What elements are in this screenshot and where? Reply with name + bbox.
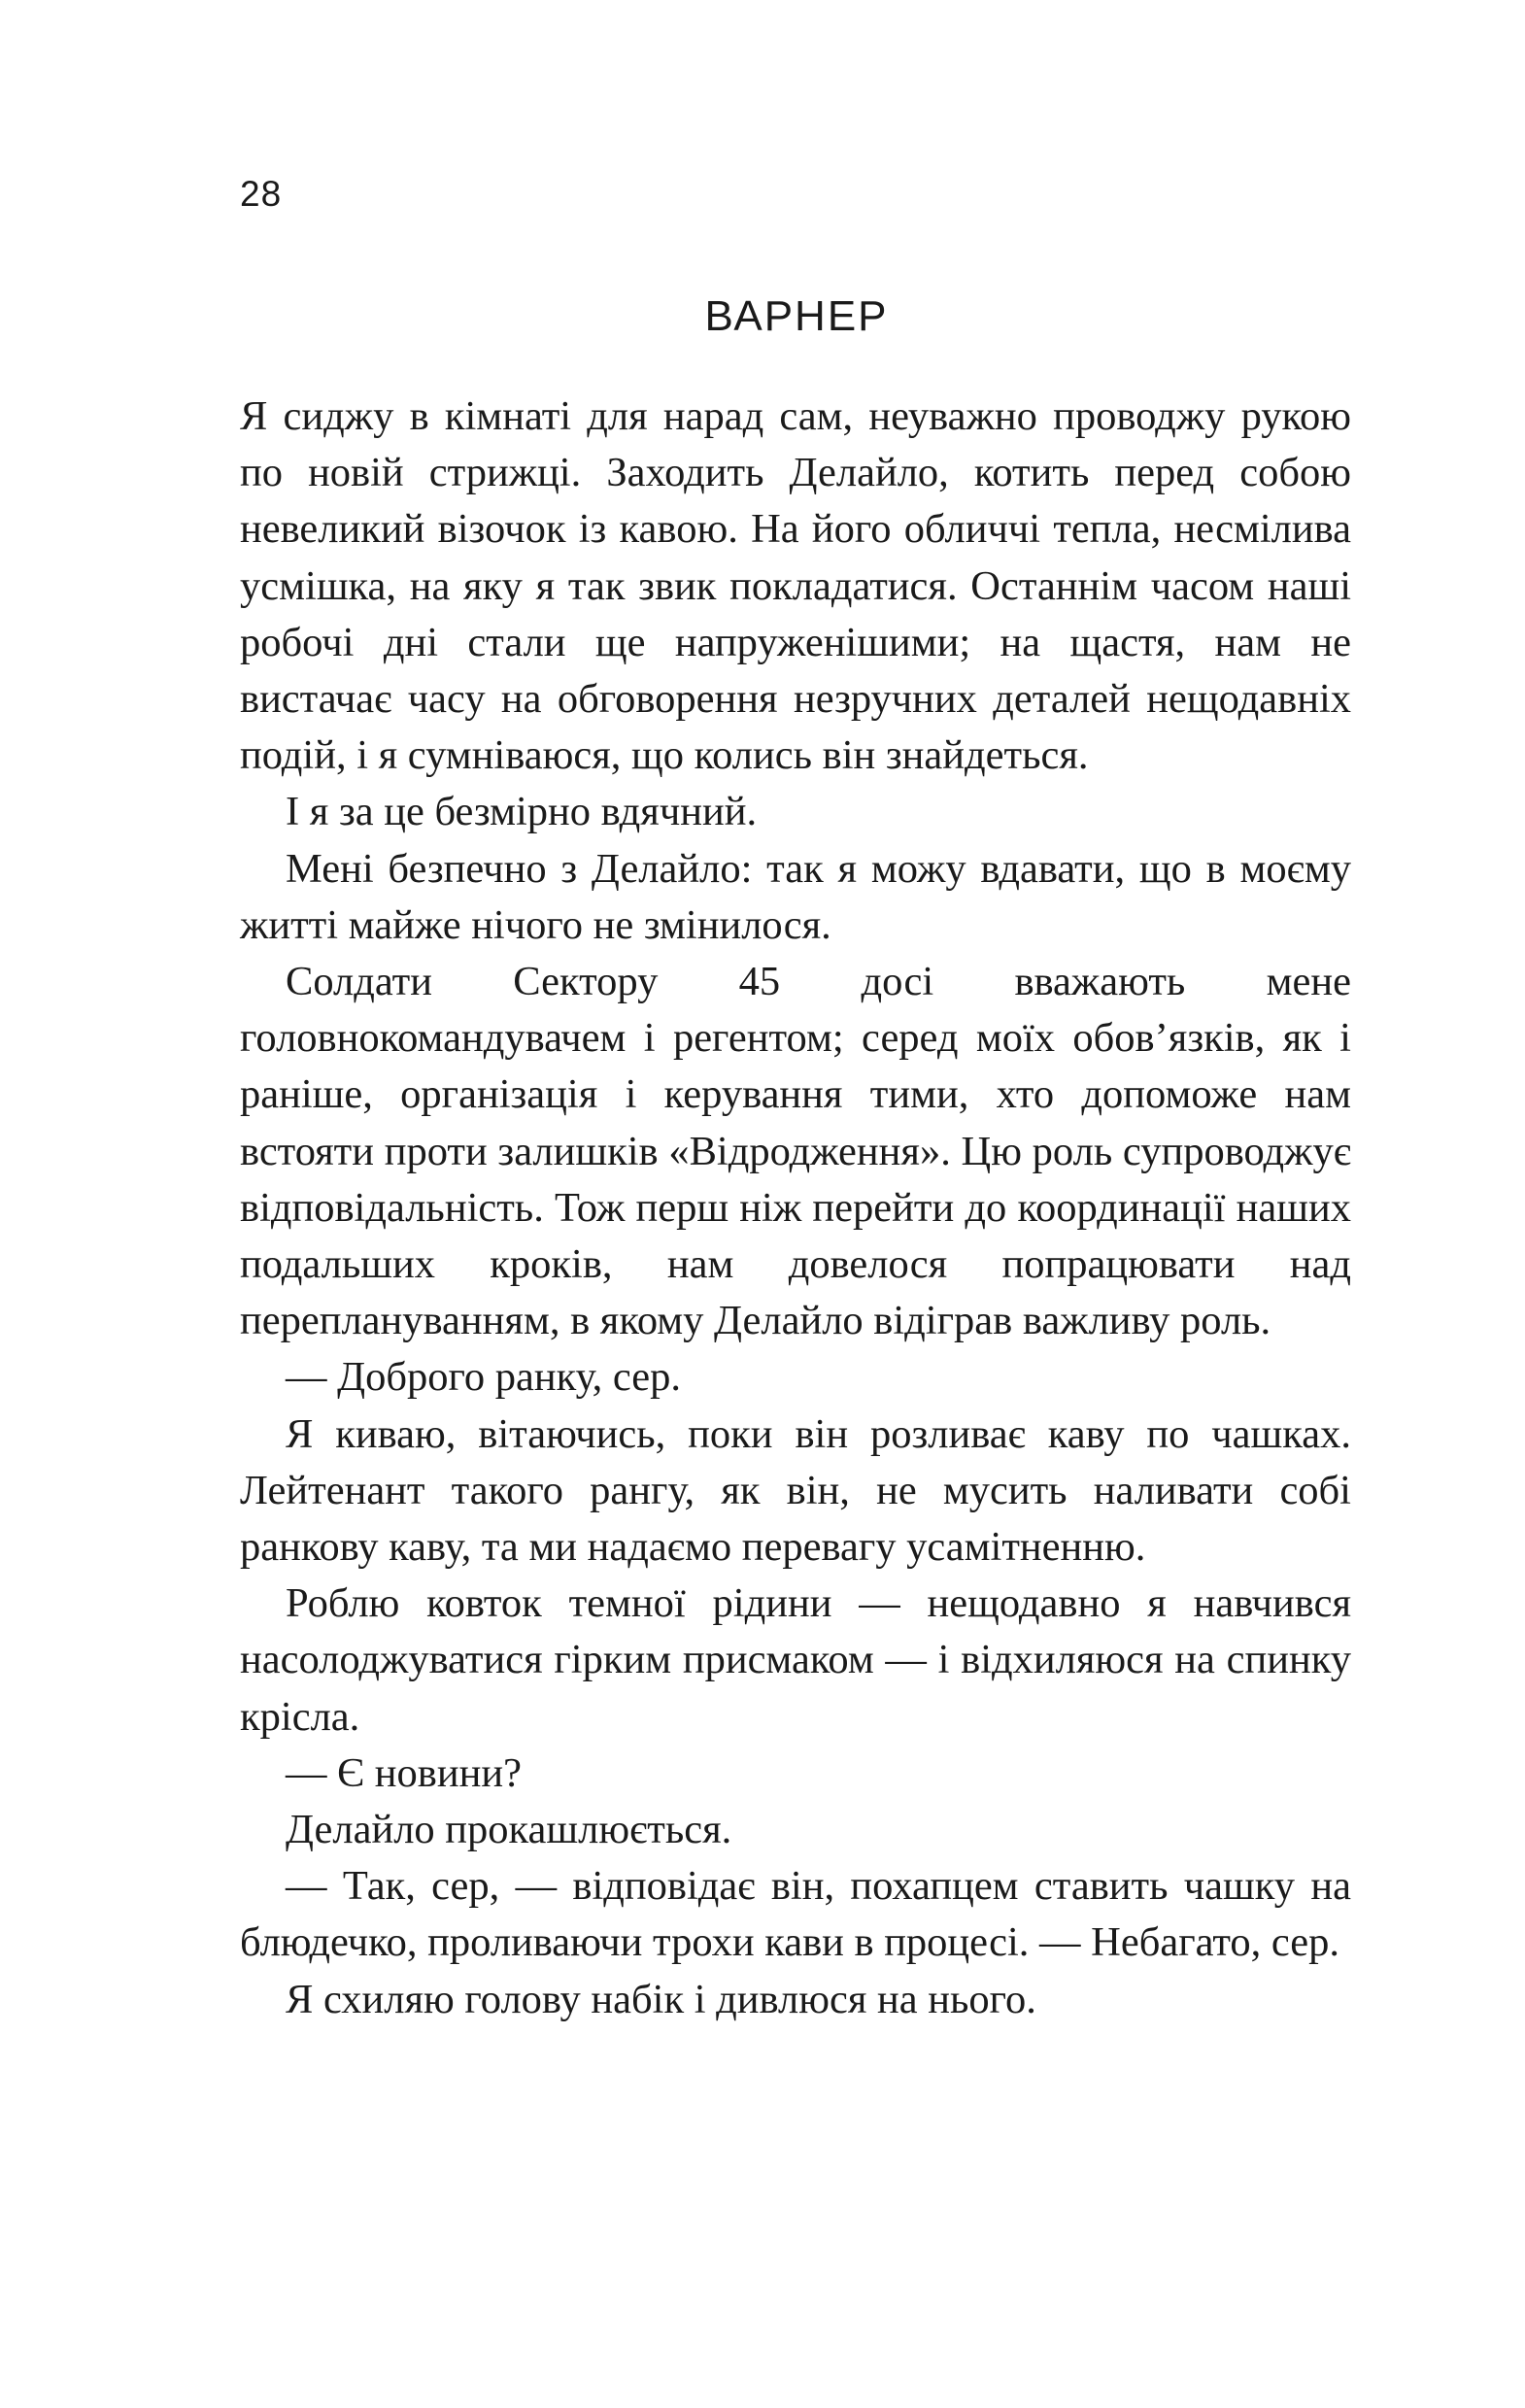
body-text [240,389,1351,2028]
paragraph: Я киваю, вітаючись, поки він розливає каву по чашках. Лейтенант такого рангу, як він, не мусить наливати собі ранкову каву, та ми надаємо перевагу усамітненню. [240,1410,1351,1571]
paragraph: Солдати Сектору 45 досі вважають мене головнокомандувачем і регентом; серед моїх обов’язків, як і раніше, організація і керування тими, хто допоможе нам встояти проти залишків «Відродження». Цю роль супроводжує відповідальність. Тож перш ніж перейти до координації наших подальших кроків, нам довелося попрацювати над переплануванням, в якому Делайло відіграв важливу роль. [240,959,1351,1344]
dialogue-line: — Так, сер, — відповідає він, похапцем ставить чашку на блюдечко, проливаючи трохи кави в процесі. — Небагато, сер. [240,1863,1351,1966]
paragraph: Я сиджу в кімнаті для нарад сам, неуважно проводжу рукою по новій стрижці. Заходить Делайло, котить перед собою невеликий візочок із кавою. На його обличчі тепла, несмілива усмішка, на яку я так звик покладатися. Останнім часом наші робочі дні стали ще напруженішими; на щастя, нам не вистачає часу на обговорення незручних деталей нещодавніх подій, і я сумніваюся, що колись він знайдеться. [240,393,1351,779]
paragraph: Мені безпечно з Делайло: так я можу вдавати, що в моєму житті майже нічого не змінилося. [240,845,1351,948]
dialogue-line: — Доброго ранку, сер. [286,1354,682,1401]
paragraph: Я схиляю голову набік і дивлюся на нього. [286,1976,1036,2022]
paragraph: І я за це безмірно вдячний. [286,789,758,835]
page-number: 28 [240,174,283,214]
paragraph: Делайло прокашлюється. [286,1807,732,1853]
chapter-title: ВАРНЕР [704,292,889,340]
dialogue-line: — Є новини? [286,1749,522,1796]
paragraph: Роблю ковток темної рідини — нещодавно я навчився насолоджуватися гірким присмаком — і відхиляюся на спинку крісла. [240,1580,1351,1740]
